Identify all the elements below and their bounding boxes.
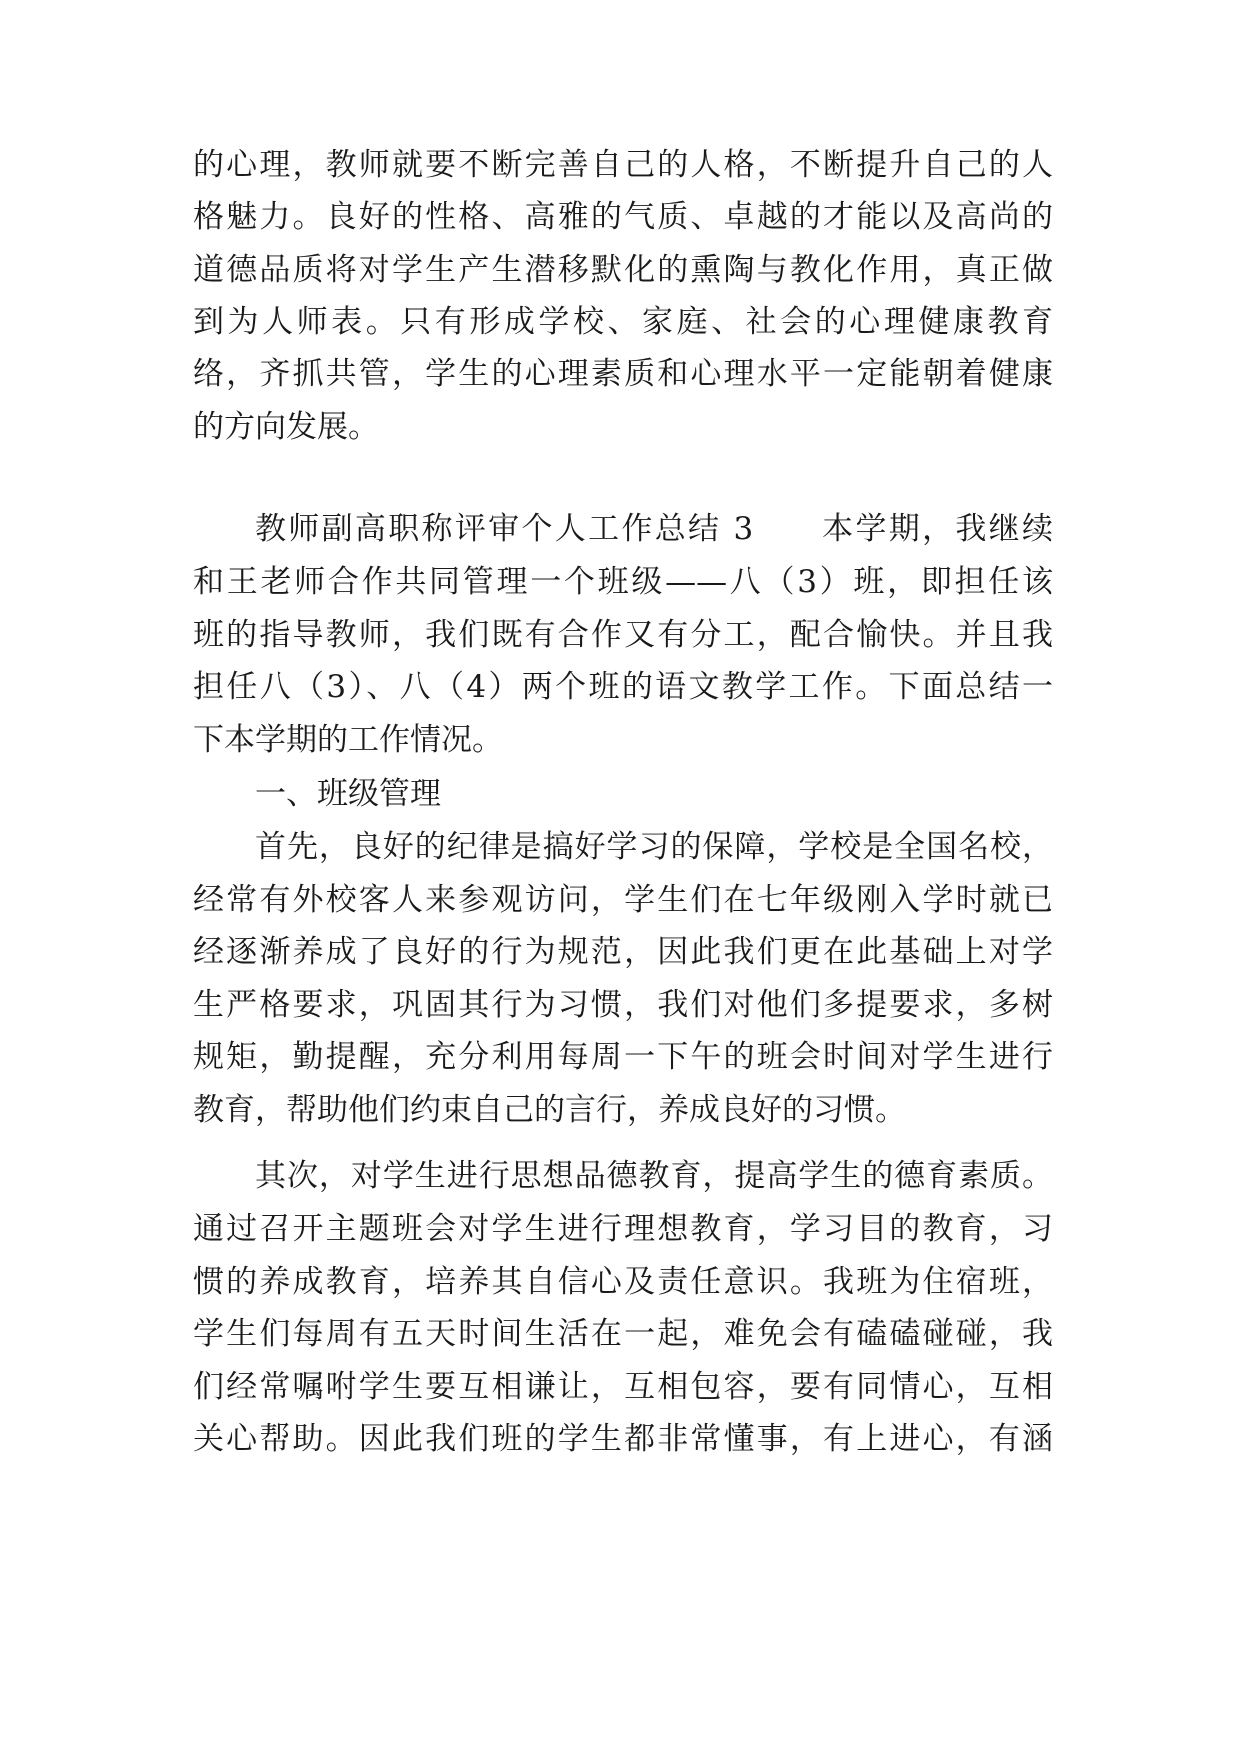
text-line: 惯的养成教育，培养其自信心及责任意识。我班为住宿班， bbox=[193, 1264, 1053, 1300]
text-line: 学生们每周有五天时间生活在一起，难免会有磕磕碰碰，我 bbox=[193, 1316, 1053, 1352]
text-line: 的方向发展。 bbox=[193, 409, 379, 445]
paragraph-start-line: 首先，良好的纪律是搞好学习的保障，学校是全国名校， bbox=[255, 829, 1053, 865]
text-line: 经常有外校客人来参观访问，学生们在七年级刚入学时就已 bbox=[193, 882, 1053, 918]
text-line: 们经常嘱咐学生要互相谦让，互相包容，要有同情心，互相 bbox=[193, 1369, 1053, 1405]
text-line: 关心帮助。因此我们班的学生都非常懂事，有上进心，有涵 bbox=[193, 1421, 1053, 1457]
text-line: 生严格要求，巩固其行为习惯，我们对他们多提要求，多树 bbox=[193, 987, 1053, 1023]
text-line: 班的指导教师，我们既有合作又有分工，配合愉快。并且我 bbox=[193, 617, 1053, 653]
text-line: 经逐渐养成了良好的行为规范，因此我们更在此基础上对学 bbox=[193, 934, 1053, 970]
text-line: 的心理，教师就要不断完善自己的人格，不断提升自己的人 bbox=[193, 147, 1053, 183]
section-intro-line: 教师副高职称评审个人工作总结 3 本学期，我继续 bbox=[255, 511, 1053, 547]
text-line: 规矩，勤提醒，充分利用每周一下午的班会时间对学生进行 bbox=[193, 1039, 1053, 1075]
text-line: 到为人师表。只有形成学校、家庭、社会的心理健康教育 bbox=[193, 304, 1053, 340]
text-line: 担任八（3）、八（4）两个班的语文教学工作。下面总结一 bbox=[193, 669, 1053, 705]
text-line: 通过召开主题班会对学生进行理想教育，学习目的教育，习 bbox=[193, 1211, 1053, 1247]
text-line: 下本学期的工作情况。 bbox=[193, 722, 503, 758]
text-line: 教育，帮助他们约束自己的言行，养成良好的习惯。 bbox=[193, 1092, 906, 1128]
text-line: 格魅力。良好的性格、高雅的气质、卓越的才能以及高尚的 bbox=[193, 199, 1053, 235]
text-line: 络，齐抓共管，学生的心理素质和心理水平一定能朝着健康 bbox=[193, 356, 1053, 392]
text-line: 和王老师合作共同管理一个班级——八（3）班，即担任该 bbox=[193, 564, 1053, 600]
text-line: 道德品质将对学生产生潜移默化的熏陶与教化作用，真正做 bbox=[193, 252, 1053, 288]
paragraph-start-line: 其次，对学生进行思想品德教育，提高学生的德育素质。 bbox=[255, 1158, 1053, 1194]
section-heading: 一、班级管理 bbox=[255, 776, 441, 812]
